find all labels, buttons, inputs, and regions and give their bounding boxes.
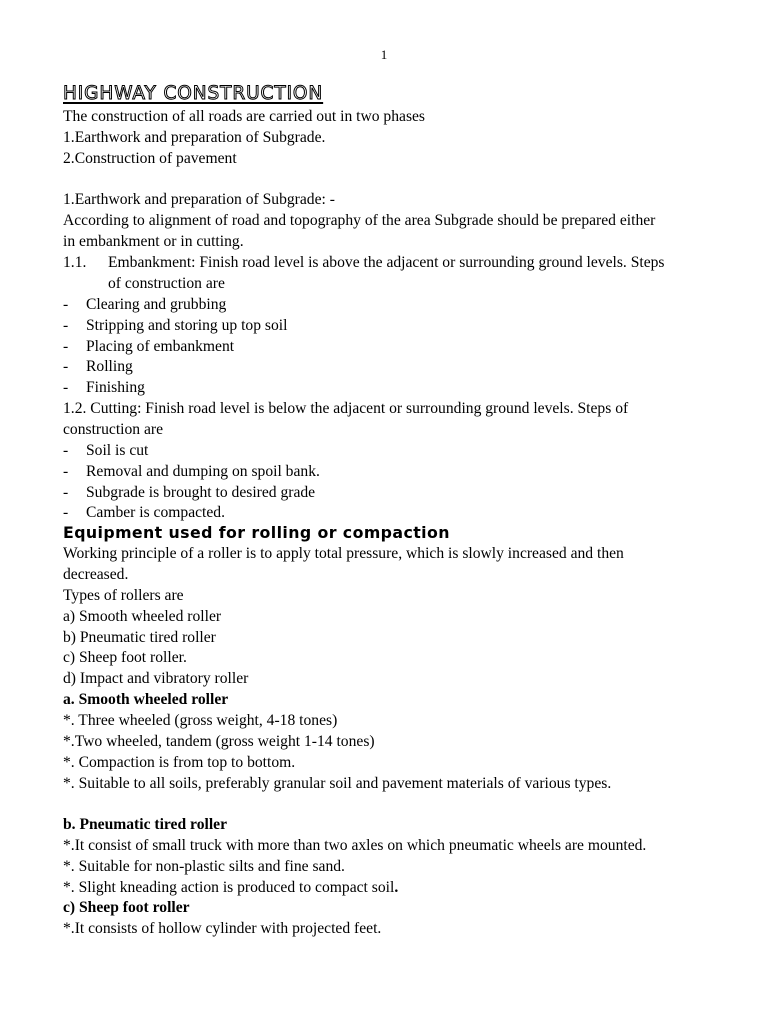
- list-item: *. Three wheeled (gross weight, 4-18 tones): [63, 712, 338, 729]
- section-heading: 1.Earthwork and preparation of Subgrade: -: [63, 191, 335, 208]
- paragraph-line: Types of rollers are: [63, 587, 184, 604]
- list-item: Placing of embankment: [86, 338, 235, 355]
- list-item: a) Smooth wheeled roller: [63, 608, 222, 625]
- paragraph-line: decreased.: [63, 566, 129, 583]
- dash-bullet: -: [63, 504, 69, 521]
- subsection-heading: a. Smooth wheeled roller: [63, 691, 229, 708]
- dash-bullet: -: [63, 442, 69, 459]
- dash-bullet: -: [63, 484, 69, 501]
- list-item-text: *. Slight kneading action is produced to compact soil: [63, 879, 395, 896]
- paragraph-line: Working principle of a roller is to apply total pressure, which is slowly increased and then: [63, 545, 624, 562]
- list-item: Soil is cut: [86, 442, 149, 459]
- list-item: *. Suitable to all soils, preferably granular soil and pavement materials of various types.: [63, 775, 612, 792]
- dash-bullet: -: [63, 317, 69, 334]
- intro-line: The construction of all roads are carried out in two phases: [63, 108, 425, 125]
- list-item: *. Suitable for non-plastic silts and fine sand.: [63, 858, 345, 875]
- list-item: Camber is compacted.: [86, 504, 225, 521]
- subsection-heading: b. Pneumatic tired roller: [63, 816, 227, 833]
- dash-bullet: -: [63, 379, 69, 396]
- embankment-line: Embankment: Finish road level is above the adjacent or surrounding ground levels. Steps: [108, 254, 665, 271]
- dash-bullet: -: [63, 338, 69, 355]
- list-item: *. Compaction is from top to bottom.: [63, 754, 296, 771]
- intro-line: 2.Construction of pavement: [63, 150, 237, 167]
- dash-bullet: -: [63, 358, 69, 375]
- dash-bullet: -: [63, 463, 69, 480]
- cutting-line: 1.2. Cutting: Finish road level is below the adjacent or surrounding ground levels. Steps of: [63, 400, 629, 417]
- list-item: *.It consist of small truck with more than two axles on which pneumatic wheels are mounted.: [63, 837, 647, 854]
- intro-line: 1.Earthwork and preparation of Subgrade.: [63, 129, 326, 146]
- list-item: d) Impact and vibratory roller: [63, 670, 249, 687]
- list-item: b) Pneumatic tired roller: [63, 629, 216, 646]
- list-number: 1.1.: [63, 254, 87, 271]
- embankment-line: of construction are: [108, 275, 225, 292]
- section-heading: Equipment used for rolling or compaction: [63, 523, 450, 542]
- cutting-line: construction are: [63, 421, 164, 438]
- list-item: Removal and dumping on spoil bank.: [86, 463, 320, 480]
- list-item: Clearing and grubbing: [86, 296, 227, 313]
- paragraph-line: in embankment or in cutting.: [63, 233, 244, 250]
- subsection-heading: c) Sheep foot roller: [63, 899, 190, 916]
- list-item: c) Sheep foot roller.: [63, 649, 187, 666]
- dash-bullet: -: [63, 296, 69, 313]
- paragraph-line: According to alignment of road and topography of the area Subgrade should be prepared either: [63, 212, 656, 229]
- list-item: Finishing: [86, 379, 145, 396]
- page-number: 1: [380, 47, 388, 62]
- list-item: Rolling: [86, 358, 133, 375]
- list-item: Subgrade is brought to desired grade: [86, 484, 316, 501]
- list-item: [63, 878, 398, 898]
- sentence-period: .: [394, 879, 399, 896]
- list-item: *.It consists of hollow cylinder with projected feet.: [63, 920, 382, 937]
- document-title: HIGHWAY CONSTRUCTION: [63, 83, 324, 104]
- list-item: *.Two wheeled, tandem (gross weight 1-14 tones): [63, 733, 375, 750]
- list-item: Stripping and storing up top soil: [86, 317, 288, 334]
